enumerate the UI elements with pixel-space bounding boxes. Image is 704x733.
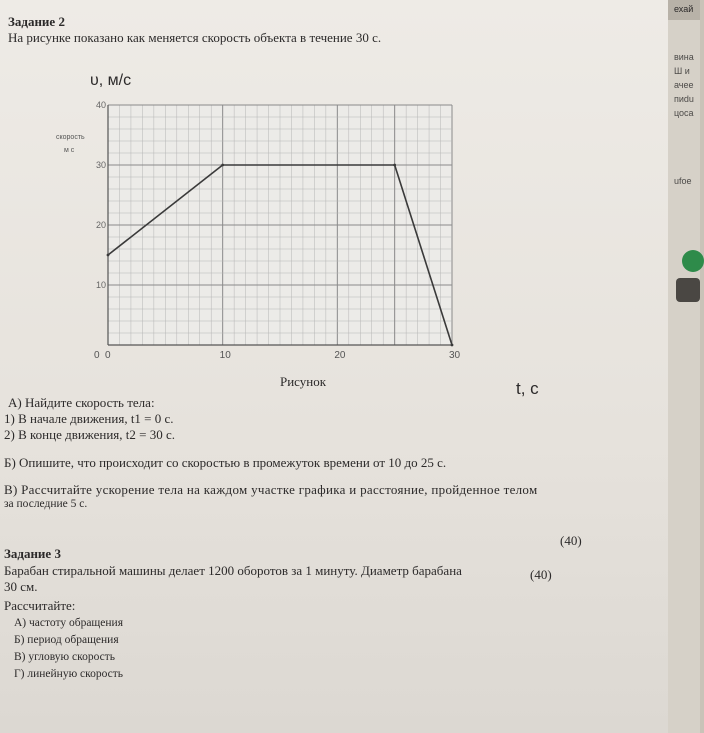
- data-point: [107, 254, 110, 257]
- side-tab-label: ехай: [674, 4, 694, 14]
- task2-intro: На рисунке показано как меняется скорость объекта в течение 30 с.: [8, 30, 382, 45]
- task2-heading: Задание 2: [8, 14, 65, 29]
- task2-points: (40): [560, 533, 582, 548]
- question-a: А) Найдите скорость тела:: [8, 395, 155, 410]
- side-word: ачее: [674, 80, 694, 90]
- x-tick-label: 30: [449, 350, 461, 361]
- task3-item-c: В) угловую скорость: [14, 651, 116, 663]
- question-c-line1: В) Рассчитайте ускорение тела на каждом участке графика и расстояние, пройденное телом: [4, 482, 538, 497]
- y-tick-label: 30: [96, 160, 107, 170]
- chart-grid: [108, 105, 452, 345]
- x-tick-label: 0: [105, 350, 111, 361]
- x-axis-label: t, с: [516, 379, 539, 398]
- task3-calculate: Рассчитайте:: [4, 598, 76, 613]
- question-b: Б) Опишите, что происходит со скоростью в промежуток времени от 10 до 25 с.: [4, 455, 447, 470]
- side-word: пиdu: [674, 94, 694, 104]
- data-point: [451, 344, 454, 347]
- question-a2: 2) В конце движения, t2 = 30 с.: [4, 427, 175, 442]
- task3-item-b: Б) период обращения: [14, 634, 119, 646]
- x-tick-label: 20: [334, 350, 346, 361]
- y-axis-small-label: скорость: [56, 134, 85, 141]
- y-tick-label: 40: [96, 100, 107, 110]
- side-word: вина: [674, 52, 694, 62]
- question-a1: 1) В начале движения, t1 = 0 с.: [4, 411, 174, 426]
- y-axis-label: υ, м/с: [90, 72, 132, 89]
- side-word: Ш и: [674, 66, 690, 76]
- task3-points: (40): [530, 567, 552, 582]
- task3-heading: Задание 3: [4, 546, 61, 561]
- task3-item-d: Г) линейную скорость: [14, 668, 124, 680]
- side-word: цоса: [674, 108, 694, 118]
- green-circle-decoration: [682, 250, 704, 272]
- figure-caption: Рисунок: [280, 374, 327, 389]
- data-point: [393, 164, 396, 167]
- question-c-line2: за последние 5 с.: [4, 498, 88, 510]
- y-axis-small-unit: м с: [64, 147, 75, 154]
- data-point: [221, 164, 224, 167]
- x-tick-label: 10: [219, 350, 231, 361]
- task3-text-line1: Барабан стиральной машины делает 1200 оборотов за 1 минуту. Диаметр барабана: [4, 563, 462, 578]
- task3-item-a: А) частоту обращения: [14, 617, 123, 629]
- task3-text-line2: 30 см.: [4, 579, 38, 594]
- y-tick-label: 10: [96, 280, 107, 290]
- side-word: ufoe: [674, 176, 692, 186]
- side-tab: [668, 0, 700, 20]
- y-tick-label: 20: [96, 220, 107, 230]
- dark-widget-decoration: [676, 278, 700, 302]
- origin-label: 0: [94, 350, 100, 361]
- background-page: [668, 0, 700, 733]
